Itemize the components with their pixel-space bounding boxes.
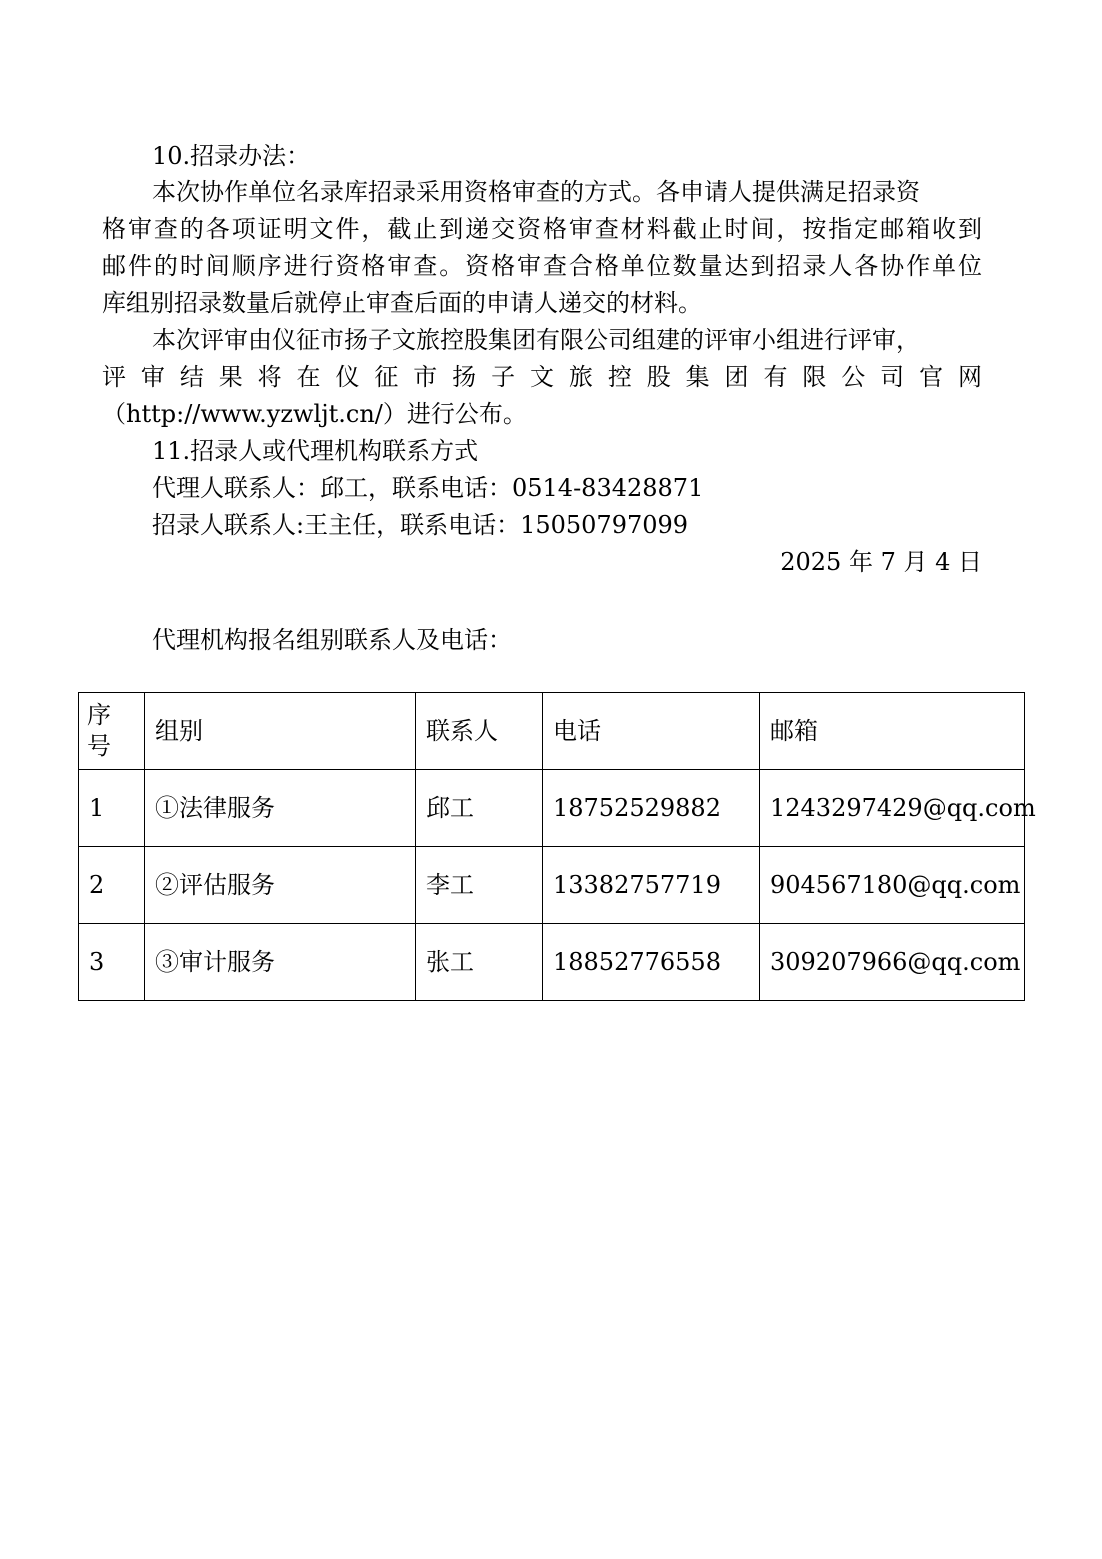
recruiter-contact-line: 招录人联系人:王主任，联系电话：15050797099 <box>152 511 689 539</box>
document-date: 2025 年 7 月 4 日 <box>780 548 982 576</box>
cell-phone: 13382757719 <box>543 847 760 924</box>
cell-contact: 张工 <box>416 924 543 1001</box>
cell-email: 904567180@qq.com <box>760 847 1025 924</box>
cell-phone: 18852776558 <box>543 924 760 1001</box>
cell-phone: 18752529882 <box>543 770 760 847</box>
paragraph-2-line-1: 本次评审由仪征市扬子文旅控股集团有限公司组建的评审小组进行评审， <box>152 326 920 354</box>
paragraph-1-line-3: 邮件的时间顺序进行资格审查。资格审查合格单位数量达到招录人各协作单位 <box>102 252 982 280</box>
table-row <box>79 847 1025 924</box>
cell-group: ③审计服务 <box>145 924 416 1001</box>
section-10-heading: 10.招录办法： <box>152 142 311 170</box>
cell-seq: 2 <box>79 847 145 924</box>
header-group: 组别 <box>145 693 416 770</box>
paragraph-2-line-2: 评审结果将在仪征市扬子文旅控股集团有限公司官网 <box>102 363 982 391</box>
paragraph-2-line-3: （http://www.yzwljt.cn/）进行公布。 <box>102 400 527 428</box>
cell-email: 309207966@qq.com <box>760 924 1025 1001</box>
header-email: 邮箱 <box>760 693 1025 770</box>
contacts-table <box>78 692 1036 1001</box>
cell-seq: 3 <box>79 924 145 1001</box>
header-seq: 序号 <box>79 693 145 770</box>
paragraph-1-line-4: 库组别招录数量后就停止审查后面的申请人递交的材料。 <box>102 289 702 317</box>
cell-seq: 1 <box>79 770 145 847</box>
cell-email: 1243297429@qq.com <box>760 770 1025 847</box>
paragraph-1-line-1: 本次协作单位名录库招录采用资格审查的方式。各申请人提供满足招录资 <box>152 178 920 206</box>
table-intro: 代理机构报名组别联系人及电话： <box>152 626 512 654</box>
agent-contact-line: 代理人联系人：邱工，联系电话：0514-83428871 <box>152 474 704 502</box>
table-row <box>79 770 1025 847</box>
table-row <box>79 924 1025 1001</box>
paragraph-1-line-2: 格审查的各项证明文件，截止到递交资格审查材料截止时间，按指定邮箱收到 <box>102 215 982 243</box>
header-contact: 联系人 <box>416 693 543 770</box>
cell-contact: 邱工 <box>416 770 543 847</box>
cell-contact: 李工 <box>416 847 543 924</box>
cell-group: ①法律服务 <box>145 770 416 847</box>
header-phone: 电话 <box>543 693 760 770</box>
cell-group: ②评估服务 <box>145 847 416 924</box>
section-11-heading: 11.招录人或代理机构联系方式 <box>152 437 479 465</box>
table-header-row <box>79 693 1025 770</box>
